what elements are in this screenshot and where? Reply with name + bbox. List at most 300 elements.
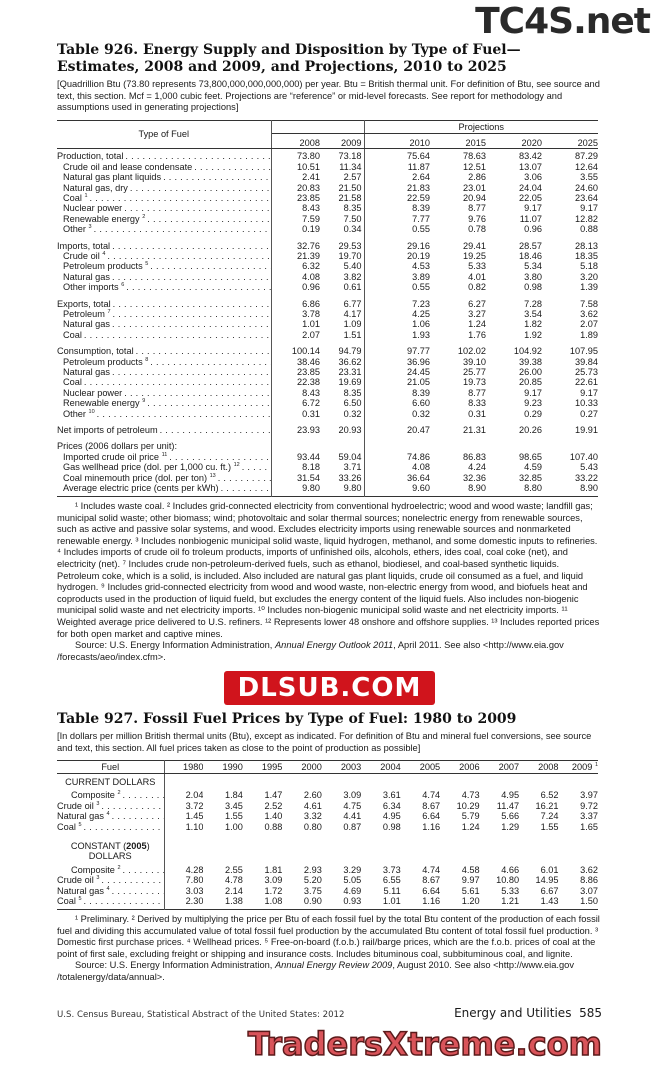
footnote-ref: 3	[96, 875, 100, 882]
dot-leader	[124, 388, 270, 398]
dot-leader	[113, 299, 271, 309]
cell-value: 2.52	[264, 800, 283, 811]
cell-value	[430, 441, 486, 451]
table-row	[57, 886, 598, 896]
cell-value: 2.07	[580, 319, 599, 330]
label: Coal	[63, 329, 82, 340]
cell-value: 11.07	[519, 213, 542, 224]
cell-value: 22.38	[297, 377, 320, 388]
dot-leader	[218, 473, 271, 483]
label-wrap	[57, 388, 271, 398]
cell-value: 5.43	[580, 462, 599, 473]
cell-value: 5.05	[343, 875, 362, 886]
label-text	[63, 183, 130, 193]
cell-value: 8.67	[422, 875, 441, 886]
year: 2006	[459, 762, 480, 773]
table-row	[57, 367, 598, 377]
table-row	[57, 473, 598, 483]
label-text	[57, 875, 101, 885]
table-row	[57, 398, 598, 408]
column-header-year: 2008	[271, 133, 320, 148]
dot-leader	[147, 214, 270, 224]
label-text	[63, 483, 221, 493]
label: Consumption, total	[57, 346, 134, 357]
cell-value: 1.00	[225, 821, 243, 832]
label-text	[63, 261, 150, 271]
footnote-ref: 2	[117, 864, 121, 871]
cell-value: 2.86	[468, 172, 486, 183]
dot-leader	[101, 801, 163, 811]
label-text	[63, 172, 163, 182]
cell-value: 8.77	[468, 203, 486, 214]
cell-value: 3.09	[343, 790, 362, 801]
cell-value: 3.55	[580, 172, 599, 183]
table-926-source	[57, 640, 602, 663]
cell-value: 4.41	[343, 811, 362, 822]
label-text	[63, 309, 113, 319]
top-logo-row	[57, 2, 650, 42]
cell-value: 1.01	[302, 319, 320, 330]
cell-value: 73.18	[320, 151, 364, 161]
footnote-ref: 13	[209, 472, 216, 479]
cell-value: 23.31	[320, 367, 364, 377]
cell-value: 3.89	[412, 271, 430, 282]
title-line-1: Table 926. Energy Supply and Disposition by Type of Fuel—	[57, 42, 521, 58]
footnote-ref: 1	[84, 192, 88, 199]
cell-value: 12.82	[575, 213, 599, 224]
cell-value: 21.83	[407, 182, 430, 193]
table-927-source	[57, 960, 602, 983]
row-label	[57, 172, 271, 182]
table-row	[57, 377, 598, 387]
cell-value: 5.66	[501, 811, 520, 822]
table-row	[57, 224, 598, 234]
footnote-ref: 1	[594, 762, 598, 769]
cell-value: 6.64	[422, 811, 441, 822]
cell-value: 0.29	[524, 408, 542, 419]
cell-value: 3.97	[580, 790, 598, 801]
cell-value: 4.08	[412, 462, 430, 473]
table-row	[57, 346, 598, 356]
cell-value: 0.32	[412, 408, 430, 419]
label-wrap	[57, 398, 271, 408]
cell-value: 1.01	[382, 896, 401, 907]
label-text	[63, 377, 84, 387]
dot-leader	[112, 811, 164, 821]
cell-value: 4.66	[501, 864, 520, 875]
cell-value: 0.93	[343, 896, 362, 907]
cell-value: 0.98	[382, 821, 401, 832]
label-text	[57, 299, 113, 309]
cell-value: 1.55	[225, 811, 243, 822]
table-row	[57, 483, 598, 493]
dot-leader	[150, 357, 270, 367]
cell-value: 2.57	[320, 172, 364, 182]
table-row	[57, 319, 598, 329]
cell-value: 6.60	[412, 398, 430, 409]
cell-value: 8.90	[468, 483, 486, 494]
cell-value: 4.24	[468, 462, 486, 473]
row-label	[57, 162, 271, 172]
cell-value: 4.58	[461, 864, 480, 875]
label-text	[63, 357, 150, 367]
label: Gas wellhead price (dol. per 1,000 cu. ft.)	[63, 462, 232, 473]
label: Crude oil	[57, 800, 94, 811]
cell-value: 20.85	[519, 377, 542, 388]
cell-value: 6.77	[320, 299, 364, 309]
column-header-year: 2020	[486, 133, 542, 148]
cell-value: 11.87	[407, 161, 430, 172]
cell-value: 20.47	[407, 425, 430, 436]
cell-value: 98.65	[519, 451, 542, 462]
year: 1990	[222, 762, 243, 773]
cell-value: 7.80	[185, 875, 204, 886]
table-row	[57, 272, 598, 282]
label-text	[57, 822, 84, 832]
footnote-ref: 8	[145, 356, 149, 363]
cell-value: 9.17	[580, 203, 599, 214]
label-wrap	[57, 251, 271, 261]
label-text	[63, 319, 112, 329]
label: Other imports	[63, 282, 119, 293]
cell-value: 8.43	[302, 387, 320, 398]
cell-value: 19.69	[320, 377, 364, 387]
label: Natural gas	[63, 271, 110, 282]
table-row	[57, 214, 598, 224]
section-heading	[57, 777, 164, 787]
cell-value: 4.17	[320, 309, 364, 319]
cell-value: 7.28	[524, 298, 542, 309]
cell-value: 0.27	[580, 408, 599, 419]
cell-value: 2.14	[225, 885, 243, 896]
cell-value: 74.86	[407, 451, 430, 462]
cell-value: 23.01	[463, 182, 486, 193]
column-header-year	[243, 761, 282, 774]
label: Natural gas	[63, 319, 110, 330]
dot-leader	[84, 822, 164, 832]
cell-value: 25.73	[575, 367, 599, 377]
label-wrap	[57, 896, 164, 906]
label-wrap	[57, 452, 271, 462]
cell-value: 12.64	[575, 161, 599, 172]
dot-leader	[169, 452, 270, 462]
cell-value: 5.40	[320, 261, 364, 271]
row-label	[57, 441, 271, 451]
watermark-logo-tc4s: TC4S.net	[475, 1, 650, 42]
footnote-ref: 4	[106, 811, 110, 818]
cell-value: 6.01	[540, 864, 559, 875]
label-text	[63, 398, 147, 408]
cell-value: 9.72	[580, 800, 598, 811]
table-927-footnotes: ¹ Preliminary. ² Derived by multiplying the price per Btu of each fossil fuel by the total Btu content of the production of each fossil fuel and dividing this accumulated value of total fossil fuel production by the accumulated Btu content of total fossil fuel production. ³ Domestic first purchase prices. ⁴ Wellhead prices. ⁵ Free-on-board (f.o.b.) rail/barge prices, which are the f.o.b. prices of coal at the point of first sale, excluding freight or shipping and insurance costs. Includes bituminous coal, subbituminous coal, and lignite.	[57, 913, 600, 959]
cell-value	[271, 441, 320, 451]
cell-value: 1.76	[468, 329, 486, 340]
label-wrap	[57, 822, 164, 832]
heading-year: 2005	[126, 841, 147, 851]
cell-value: 21.31	[463, 425, 486, 436]
cell-value: 4.59	[524, 462, 542, 473]
column-header-year	[401, 761, 440, 774]
label: Natural gas plant liquids	[63, 172, 162, 183]
cell-value: 3.09	[264, 875, 283, 886]
table-926-title	[57, 42, 602, 76]
cell-value: 3.73	[382, 864, 401, 875]
cell-value: 9.23	[524, 398, 542, 409]
cell-value: 9.17	[580, 387, 599, 398]
cell-value: 3.75	[303, 885, 322, 896]
cell-value: 3.03	[185, 885, 204, 896]
cell-value: 87.29	[575, 151, 599, 162]
row-label	[57, 367, 271, 377]
middle-logo-row	[57, 671, 602, 705]
cell-value: 22.61	[575, 377, 599, 388]
label-wrap	[57, 875, 164, 885]
label-text	[63, 409, 97, 419]
cell-value: 28.57	[519, 240, 542, 251]
cell-value: 5.20	[303, 875, 322, 886]
cell-value: 3.37	[580, 811, 598, 822]
cell-value: 2.93	[303, 864, 322, 875]
table-926	[57, 120, 598, 497]
cell-value: 8.35	[320, 203, 364, 213]
cell-value: 0.32	[320, 409, 364, 419]
cell-value: 1.55	[540, 821, 559, 832]
cell-value: 19.91	[575, 425, 599, 436]
cell-value: 10.51	[297, 161, 320, 172]
cell-value: 39.10	[463, 356, 486, 367]
label: Petroleum	[63, 308, 105, 319]
section-heading-row	[57, 841, 598, 851]
label: Production, total	[57, 151, 124, 162]
cell-value: 6.72	[302, 398, 320, 409]
cell-value: 7.77	[412, 213, 430, 224]
cell-value: 31.54	[297, 472, 320, 483]
column-header-year	[559, 761, 598, 774]
table-row	[57, 865, 598, 875]
column-header-year: 2010	[364, 133, 430, 148]
table-row	[57, 409, 598, 419]
footnote-ref: 2	[117, 790, 121, 797]
cell-value	[320, 441, 364, 451]
cell-value: 0.88	[580, 224, 599, 235]
cell-value: 1.08	[264, 896, 283, 907]
cell-value: 33.26	[320, 473, 364, 483]
cell-value: 8.90	[580, 483, 599, 494]
cell-value: 5.11	[383, 885, 401, 896]
cell-value: 20.93	[320, 425, 364, 435]
table-926-footnotes: ¹ Includes waste coal. ² Includes grid-connected electricity from conventional hydroelectric; wood and wood waste; landfill gas; municipal solid waste; other biomass; wind; photovoltaic and solar thermal sources; nonelectric energy from renewable sources, such as active and passive solar systems, and wood. Excludes electricity imports using renewable sources and nonmarketed renewable energy. ³ Includes nonbiogenic municipal solid waste, liquid hydrogen, methanol, and some domestic inputs to refineries. ⁴ Includes imports of crude oil fo troleum products, imports of unfinished oils, alcohols, ethers, ides coal, coal coke (net), and electricity (net). ⁷ Includes crude non-petroleum-derived fuels, such as ethanol, biodiesel, and coal-based synthetic liquids. Petroleum coke, which is a solid, is included. Also included are natural gas plant liquids, crude oil consumed as a fuel, and liquid hydrogen. ⁹ Includes grid-connected electricity from wood and wood waste, non-electric energy from wood, and biofuels heat and coproducts used in the production of liquid fueld, but excludes the energy content of the liquid fuels. Also includes non-biogenic municipal solid waste and net electricity imports. ¹⁰ Includes non-biogenic municipal solid waste and net electricity imports. ¹¹ Weighted average price delivered to U.S. refiners. ¹² Represents lower 48 onshore and offshore supplies. ¹³ Includes reported prices for both open market and captive mines.	[57, 500, 600, 639]
label-text	[63, 367, 112, 377]
label-wrap	[57, 811, 164, 821]
label: Crude oil	[63, 250, 100, 261]
cell-value: 1.81	[264, 864, 283, 875]
dot-leader	[84, 896, 164, 906]
footnote-ref: 4	[102, 250, 106, 257]
table-row	[57, 241, 598, 251]
cell-value: 19.73	[463, 377, 486, 388]
cell-value	[542, 441, 598, 451]
row-label	[57, 388, 271, 398]
footnote-ref: 4	[106, 885, 110, 892]
row-label	[57, 896, 164, 906]
cell-value: 18.46	[519, 250, 542, 261]
row-label	[57, 398, 271, 408]
page-footer-section	[454, 1006, 602, 1020]
label-text	[57, 811, 112, 821]
cell-value: 7.23	[412, 298, 430, 309]
cell-value: 2.07	[302, 329, 320, 340]
label-wrap	[57, 801, 164, 811]
table-row	[57, 441, 598, 451]
dot-leader	[113, 309, 271, 319]
table-row	[57, 151, 598, 161]
label-wrap	[57, 377, 271, 387]
cell-value: 0.82	[468, 282, 486, 293]
cell-value: 5.34	[524, 261, 542, 272]
cell-value: 0.96	[524, 224, 542, 235]
cell-value: 1.29	[501, 821, 520, 832]
cell-value: 0.78	[468, 224, 486, 235]
label: Imported crude oil price	[63, 451, 160, 462]
cell-value: 6.32	[302, 261, 320, 272]
label-text	[63, 162, 194, 172]
watermark-logo-dlsub: DLSUB.COM	[224, 671, 436, 705]
dot-leader	[112, 241, 270, 251]
dot-leader	[126, 282, 270, 292]
label-text	[57, 896, 84, 906]
table-row	[57, 425, 598, 435]
cell-value: 29.53	[320, 241, 364, 251]
label-wrap	[57, 330, 271, 340]
cell-value: 4.74	[422, 864, 441, 875]
cell-value: 11.34	[320, 162, 364, 172]
label-text	[57, 441, 179, 451]
cell-value: 83.42	[519, 151, 542, 162]
cell-value: 0.19	[302, 224, 320, 235]
cell-value: 20.19	[407, 250, 430, 261]
label-text	[57, 801, 101, 811]
table-row	[57, 172, 598, 182]
column-header-year	[519, 761, 558, 774]
cell-value: 4.61	[303, 800, 322, 811]
label-wrap	[57, 367, 271, 377]
cell-value: 22.59	[407, 192, 430, 203]
label-wrap	[57, 790, 164, 800]
row-label	[57, 452, 271, 462]
cell-value: 9.80	[320, 483, 364, 493]
footnote-ref: 12	[233, 462, 240, 469]
row-label	[57, 822, 164, 832]
cell-value	[364, 441, 430, 451]
row-label	[57, 462, 271, 472]
label-wrap	[57, 865, 164, 875]
source-text: Source: U.S. Energy Information Administration,	[75, 960, 275, 971]
cell-value: 1.06	[412, 319, 430, 330]
cell-value: 3.71	[320, 462, 364, 472]
cell-value: 1.84	[225, 790, 243, 801]
row-label	[57, 886, 164, 896]
cell-value: 4.95	[382, 811, 401, 822]
table-927-headnote: [In dollars per million British thermal units (Btu), except as indicated. For definition of Btu and mineral fuel conversions, see source and text, this section. All fuel prices taken as close to the point of production as possible]	[57, 731, 592, 753]
cell-value: 1.10	[185, 821, 204, 832]
row-label	[57, 241, 271, 251]
cell-value: 7.59	[302, 213, 320, 224]
cell-value: 5.61	[461, 885, 480, 896]
column-header-year	[361, 761, 400, 774]
label-wrap	[57, 425, 271, 435]
column-header-year	[440, 761, 479, 774]
label-wrap	[57, 214, 271, 224]
cell-value: 4.01	[468, 271, 486, 282]
cell-value: 2.55	[225, 864, 243, 875]
source-title: Annual Energy Review 2009	[274, 960, 393, 971]
footnote-ref: 6	[121, 282, 125, 289]
label: Natural gas	[57, 811, 104, 822]
cell-value: 1.24	[468, 319, 486, 330]
source-text-end: , August 2010. See also <http://www.eia.gov /totalenergy/data/annual>.	[57, 960, 574, 982]
year: 2007	[498, 762, 520, 773]
year: 1980	[183, 762, 204, 773]
dot-leader	[84, 377, 271, 387]
label-text	[57, 346, 136, 356]
cell-value: 3.78	[302, 308, 320, 319]
cell-value: 3.45	[225, 800, 243, 811]
label: Coal	[57, 896, 76, 907]
cell-value: 9.97	[461, 875, 480, 886]
label: Nuclear power	[63, 387, 123, 398]
label: Coal	[63, 377, 82, 388]
table-row	[57, 896, 598, 906]
section-heading-row	[57, 777, 598, 787]
cell-value: 0.98	[524, 282, 542, 293]
cell-value: 21.50	[320, 183, 364, 193]
cell-value: 1.82	[524, 319, 542, 330]
section-name: Energy and Utilities	[454, 1005, 572, 1020]
label-wrap	[57, 319, 271, 329]
cell-value: 3.07	[580, 885, 598, 896]
label-text	[71, 865, 123, 875]
cell-value: 1.38	[225, 896, 243, 907]
label-wrap	[57, 309, 271, 319]
label: Natural gas	[63, 367, 110, 377]
cell-value: 39.38	[519, 356, 542, 367]
dot-leader	[123, 790, 164, 800]
table-row	[57, 822, 598, 832]
label-wrap	[57, 224, 271, 234]
row-label	[57, 377, 271, 387]
dot-leader	[97, 409, 271, 419]
cell-value: 6.86	[302, 298, 320, 309]
cell-value: 3.82	[320, 272, 364, 282]
cell-value: 1.16	[422, 821, 441, 832]
cell-value: 20.26	[519, 425, 542, 436]
footnote-ref: 3	[96, 800, 100, 807]
column-header-type-of-fuel: Type of Fuel	[57, 120, 271, 148]
cell-value: 3.27	[468, 308, 486, 319]
footnote-ref: 2	[142, 213, 146, 220]
cell-value: 2.64	[412, 172, 430, 183]
row-label	[57, 203, 271, 213]
row-label	[57, 183, 271, 193]
year: 2000	[301, 762, 322, 773]
label-wrap	[57, 193, 271, 203]
dot-leader	[136, 346, 271, 356]
label: Exports, total	[57, 298, 111, 309]
cell-value: 102.02	[457, 346, 486, 357]
cell-value: 0.80	[303, 821, 322, 832]
column-header-year	[164, 761, 203, 774]
table-row	[57, 811, 598, 821]
